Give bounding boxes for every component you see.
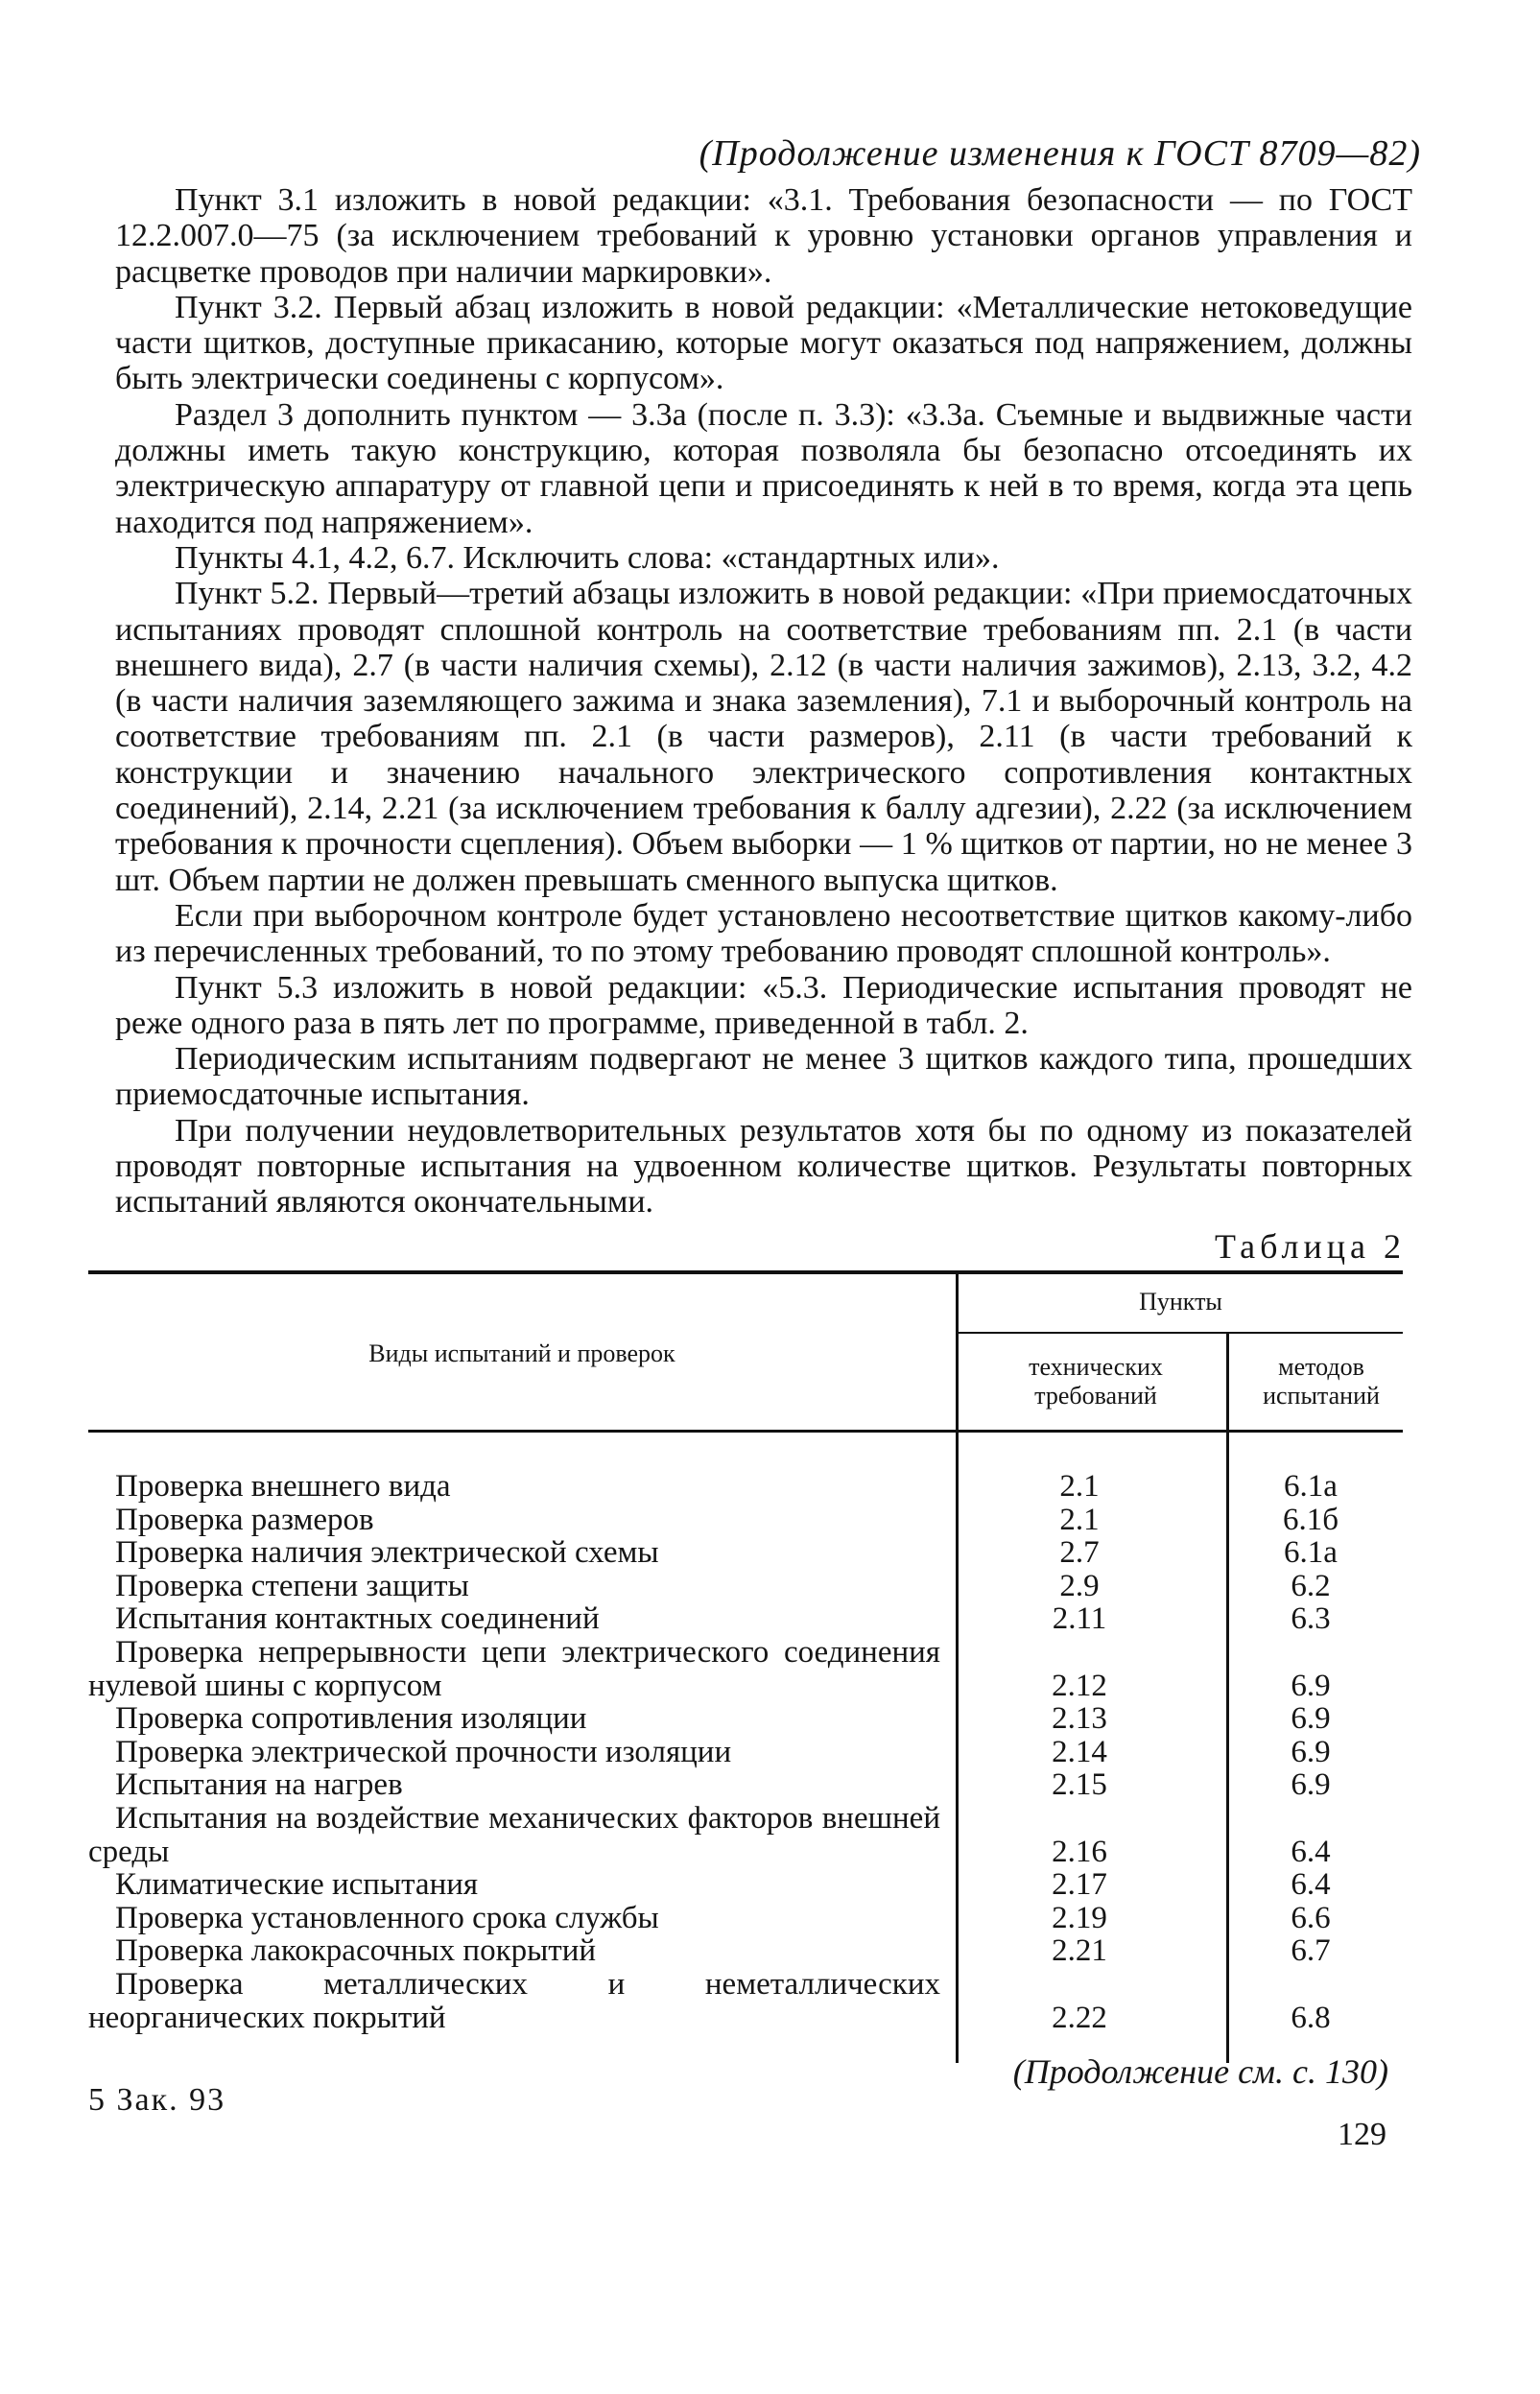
row-method-clause: 6.4 xyxy=(1291,1867,1331,1903)
row-tech-clause: 2.14 xyxy=(1052,1734,1107,1769)
table-row xyxy=(88,1968,1403,2034)
row-test-name: Испытания на нагрев xyxy=(115,1767,403,1803)
row-tech-clause: 2.1 xyxy=(1059,1502,1100,1537)
table-row xyxy=(88,1902,1403,1935)
row-method-clause: 6.1а xyxy=(1284,1469,1338,1504)
row-tech-clause: 2.7 xyxy=(1059,1535,1100,1571)
row-test-name: Проверка сопротивления изоляции xyxy=(115,1701,587,1737)
row-tech-clause: 2.22 xyxy=(1052,2000,1107,2035)
row-tech-clause: 2.15 xyxy=(1052,1767,1107,1803)
row-tech-clause: 2.19 xyxy=(1052,1900,1107,1935)
row-tech-clause: 2.17 xyxy=(1052,1867,1107,1903)
continuation-note: (Продолжение см. с. 130) xyxy=(1012,2052,1388,2091)
row-test-name: Проверка степени защиты xyxy=(115,1568,469,1603)
row-method-clause: 6.4 xyxy=(1291,1834,1331,1869)
table-body xyxy=(88,1470,1403,2034)
table-row xyxy=(88,1504,1403,1537)
table-row xyxy=(88,1536,1403,1570)
table-header-bottom-rule xyxy=(88,1430,1403,1433)
row-method-clause: 6.8 xyxy=(1291,2000,1331,2035)
body-text xyxy=(115,182,1412,1221)
paragraph: Раздел 3 дополнить пунктом — 3.3а (после п. 3.3): «3.3а. Съемные и выдвижные части должны иметь такую конструкцию, которая позволяла бы безопасно отсоединять их электрическую аппаратуру от главной цепи и присоединять к ней в то время, когда эта цепь находится под напряжением». xyxy=(115,396,1412,540)
row-method-clause: 6.9 xyxy=(1291,1767,1331,1803)
row-method-clause: 6.1а xyxy=(1284,1535,1338,1571)
row-method-clause: 6.2 xyxy=(1291,1568,1331,1603)
row-method-clause: 6.9 xyxy=(1291,1668,1331,1703)
row-test-name: Проверка внешнего вида xyxy=(115,1469,451,1504)
table-row xyxy=(88,1736,1403,1769)
row-tech-clause: 2.11 xyxy=(1052,1601,1107,1637)
table-row xyxy=(88,1768,1403,1802)
table-top-rule xyxy=(88,1270,1403,1274)
paragraph: Пункты 4.1, 4.2, 6.7. Исключить слова: «стандартных или». xyxy=(175,539,1000,576)
table-row xyxy=(88,1702,1403,1736)
table-row xyxy=(88,1636,1403,1702)
row-method-clause: 6.6 xyxy=(1291,1900,1331,1935)
col-header-methods: методов испытаний xyxy=(1263,1353,1380,1410)
paragraph: Пункт 3.1 изложить в новой редакции: «3.1. Требования безопасности — по ГОСТ 12.2.007.0—75 (за исключением требований к уровню установки органов управления и расцветке проводов при наличии маркировки». xyxy=(115,182,1412,290)
table-row xyxy=(88,1470,1403,1504)
paragraph: Пункт 5.3 изложить в новой редакции: «5.3. Периодические испытания проводят не реже одного раза в пять лет по программе, приведенной в табл. 2. xyxy=(115,969,1412,1041)
row-test-name: Проверка металлических и неметаллических неорганических покрытий xyxy=(88,1966,940,2035)
group-header-rule xyxy=(956,1332,1403,1334)
row-tech-clause: 2.16 xyxy=(1052,1834,1107,1869)
row-test-name: Проверка лакокрасочных покрытий xyxy=(115,1933,597,1969)
row-test-name: Климатические испытания xyxy=(115,1867,479,1903)
row-method-clause: 6.1б xyxy=(1282,1502,1339,1537)
order-number: 5 Зак. 93 xyxy=(88,2082,226,2118)
row-tech-clause: 2.1 xyxy=(1059,1469,1100,1504)
row-tech-clause: 2.21 xyxy=(1052,1933,1107,1969)
row-test-name: Проверка электрической прочности изоляции xyxy=(115,1734,732,1769)
row-tech-clause: 2.13 xyxy=(1052,1701,1107,1737)
paragraph: Пункт 3.2. Первый абзац изложить в новой редакции: «Металлические нетоковедущие части щитков, доступные прикасанию, которые могут оказаться под напряжением, должны быть электрически соединены с корпусом». xyxy=(115,289,1412,397)
col-header-tests: Виды испытаний и проверок xyxy=(368,1339,675,1367)
row-test-name: Проверка размеров xyxy=(115,1502,374,1537)
row-tech-clause: 2.9 xyxy=(1059,1568,1100,1603)
table-caption: Таблица 2 xyxy=(1215,1227,1406,1266)
row-tech-clause: 2.12 xyxy=(1052,1668,1107,1703)
table-row xyxy=(88,1868,1403,1902)
running-header: (Продолжение изменения к ГОСТ 8709—82) xyxy=(699,133,1421,174)
row-method-clause: 6.7 xyxy=(1291,1933,1331,1969)
table-row xyxy=(88,1570,1403,1603)
row-test-name: Испытания контактных соединений xyxy=(115,1601,600,1637)
table-row xyxy=(88,1934,1403,1968)
table-row xyxy=(88,1602,1403,1636)
table-row xyxy=(88,1802,1403,1868)
col-header-tech: технических требований xyxy=(1029,1353,1163,1410)
row-method-clause: 6.3 xyxy=(1291,1601,1331,1637)
row-method-clause: 6.9 xyxy=(1291,1701,1331,1737)
row-method-clause: 6.9 xyxy=(1291,1734,1331,1769)
col-header-group: Пункты xyxy=(1139,1288,1222,1316)
paragraph: При получении неудовлетворительных результатов хотя бы по одному из показателей проводят повторные испытания на удвоенном количестве щитков. Результаты повторных испытаний являются окончательными. xyxy=(115,1112,1412,1221)
row-test-name: Проверка непрерывности цепи электрического соединения нулевой шины с корпусом xyxy=(88,1634,940,1703)
row-test-name: Испытания на воздействие механических факторов внешней среды xyxy=(88,1800,940,1869)
test-table xyxy=(88,1270,1403,2067)
row-test-name: Проверка установленного срока службы xyxy=(115,1900,659,1935)
paragraph: Пункт 5.2. Первый—третий абзацы изложить в новой редакции: «При приемосдаточных испытаниях проводят сплошной контроль на соответствие требованиям пп. 2.1 (в части внешнего вида), 2.7 (в части наличия схемы), 2.12 (в части наличия зажимов), 2.13, 3.2, 4.2 (в части наличия заземляющего зажима и знака заземления), 7.1 и выборочный контроль на соответствие требованиям пп. 2.1 (в части размеров), 2.11 (в части требований к конструкции и значению начального электрического сопротивления контактных соединений), 2.14, 2.21 (за исключением требования к баллу адгезии), 2.22 (за исключением требования к прочности сцепления). Объем выборки — 1 % щитков от партии, но не менее 3 шт. Объем партии не должен превышать сменного выпуска щитков. xyxy=(115,576,1412,898)
row-test-name: Проверка наличия электрической схемы xyxy=(115,1535,659,1571)
paragraph: Если при выборочном контроле будет установлено несоответствие щитков какому-либо из перечисленных требований, то по этому требованию проводят сплошной контроль». xyxy=(115,897,1412,970)
paragraph: Периодическим испытаниям подвергают не менее 3 щитков каждого типа, прошедших приемосдаточные испытания. xyxy=(115,1041,1412,1113)
page-number: 129 xyxy=(1338,2117,1386,2152)
